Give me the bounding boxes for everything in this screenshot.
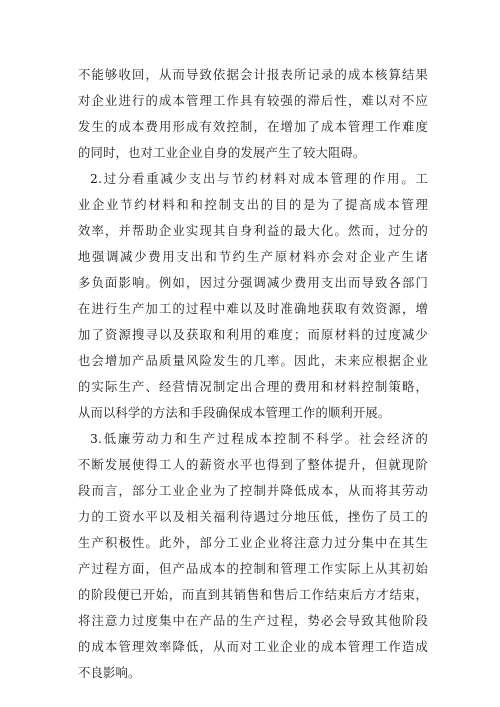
paragraph-2-line-8: 也会增加产品质量风险发生的几率。因此，未来应根据企业 <box>78 354 428 368</box>
paragraph-1-line-3: 发生的成本费用形成有效控制，在增加了成本管理工作难度 <box>78 120 428 134</box>
paragraph-2-line-5: 多负面影响。例如，因过分强调减少费用支出而导致各部门 <box>78 276 428 290</box>
paragraph-3-line-4: 力的工资水平以及相关福利待遇过分地压低，挫伤了员工的 <box>78 510 428 524</box>
paragraph-2-line-3: 效率，并帮助企业实现其自身利益的最大化。然而，过分的 <box>78 224 428 238</box>
paragraph-3-line-10: 不良影响。 <box>78 666 141 680</box>
paragraph-3-line-6: 产过程方面，但产品成本的控制和管理工作实际上从其初始 <box>78 562 428 576</box>
paragraph-2-line-7: 加了资源搜寻以及获取和利用的难度；而原材料的过度减少 <box>78 328 428 342</box>
paragraph-3-line-2: 不断发展使得工人的薪资水平也得到了整体提升，但就现阶 <box>78 458 428 472</box>
paragraph-3-line-9: 的成本管理效率降低，从而对工业企业的成本管理工作造成 <box>78 640 428 654</box>
paragraph-1-line-4: 的同时，也对工业企业自身的发展产生了较大阻碍。 <box>78 146 366 160</box>
paragraph-1-line-2: 对企业进行的成本管理工作具有较强的滞后性，难以对不应 <box>78 94 428 108</box>
body-text <box>78 62 428 686</box>
paragraph-2-line-10: 从而以科学的方法和手段确保成本管理工作的顺利开展。 <box>78 406 391 420</box>
paragraph-1-line-1: 不能够收回，从而导致依据会计报表所记录的成本核算结果 <box>78 68 428 82</box>
paragraph-2-line-2: 业企业节约材料和和控制支出的目的是为了提高成本管理 <box>78 198 428 212</box>
paragraph-3-line-5: 生产积极性。此外，部分工业企业将注意力过分集中在其生 <box>78 536 428 550</box>
paragraph-3-line-8: 将注意力过度集中在产品的生产过程，势必会导致其他阶段 <box>78 614 428 628</box>
paragraph-2-line-6: 在进行生产加工的过程中难以及时准确地获取有效资源，增 <box>78 302 428 316</box>
paragraph-3-line-1: 3.低廉劳动力和生产过程成本控制不科学。社会经济的 <box>90 432 428 446</box>
paragraph-3-line-3: 段而言，部分工业企业为了控制并降低成本，从而将其劳动 <box>78 484 428 498</box>
paragraph-2-line-1: 2.过分看重减少支出与节约材料对成本管理的作用。工 <box>90 172 428 186</box>
paragraph-3-line-7: 的阶段便已开始，而直到其销售和售后工作结束后方才结束， <box>78 588 428 602</box>
paragraph-2-line-9: 的实际生产、经营情况制定出合理的费用和材料控制策略， <box>78 380 428 394</box>
paragraph-2-line-4: 地强调减少费用支出和节约生产原材料亦会对企业产生诸 <box>78 250 428 264</box>
